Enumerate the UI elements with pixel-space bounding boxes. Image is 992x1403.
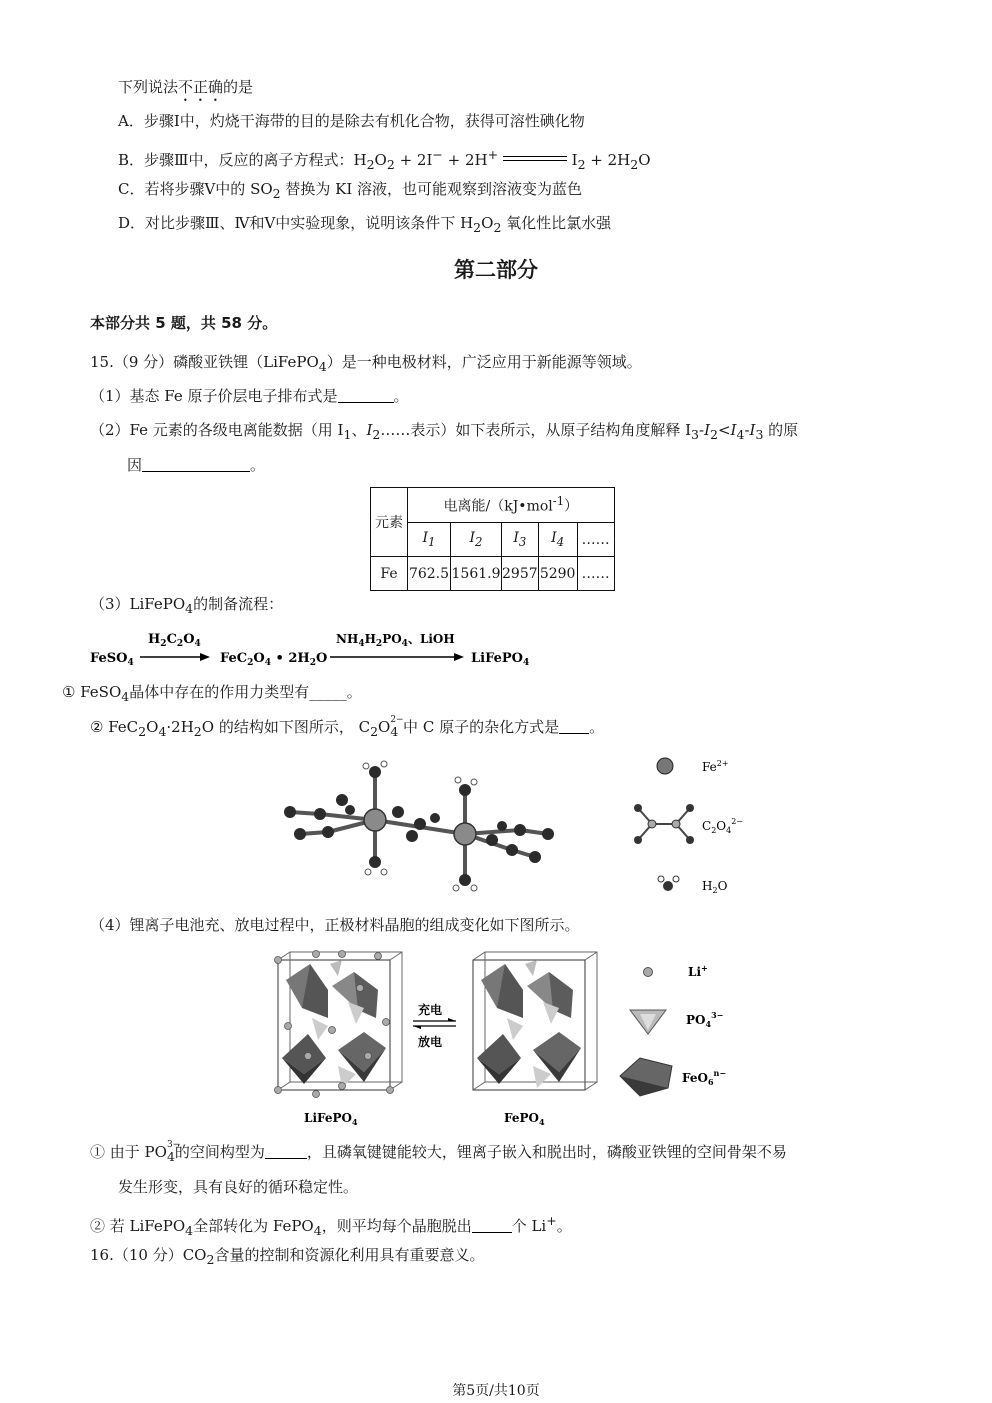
q14-option-b: B．步骤Ⅲ中，反应的离子方程式：$H_2O_2 + 2I^- + 2H^+$ $I_2 + 2H_2O$ bbox=[118, 147, 651, 172]
discharge-label: 放电 bbox=[418, 1035, 443, 1049]
q15-stem: 15.（9 分）磷酸亚铁锂（LiFePO$_4$）是一种电极材料，广泛应用于新能源等领域。 bbox=[90, 353, 642, 374]
q14-option-c: C．若将步骤Ⅴ中的 $SO_2$ 替换为 KI 溶液，也可能观察到溶液变为蓝色 bbox=[118, 180, 583, 201]
flow-reagent2: $NH_4H_2PO_4$、LiOH bbox=[336, 632, 455, 649]
q15-part4: （4）锂离子电池充、放电过程中，正极材料晶胞的组成变化如下图所示。 bbox=[90, 916, 580, 934]
part-title: 第二部分 bbox=[454, 258, 538, 282]
fepo4-cell bbox=[473, 952, 597, 1090]
q14-option-d: D．对比步骤Ⅲ、Ⅳ和Ⅴ中实验现象，说明该条件下 $H_2O_2$ 氧化性比氯水强 bbox=[118, 214, 612, 235]
table-header-cell: …… bbox=[577, 523, 614, 557]
q15-part2: （2）Fe 元素的各级电离能数据（用 $I_1$、$I_2\dots\dots$表示）如下表所示，从原子结构角度解释 $I_3-I_2<I_4-I_3$ 的原 bbox=[90, 421, 799, 442]
table-cell: 1561.9 bbox=[451, 557, 502, 591]
q15-part1: （1）基态 Fe 原子价层电子排布式是 。 bbox=[90, 387, 409, 405]
legend-po4: $PO_4^{3-}$ bbox=[686, 1010, 724, 1029]
legend-li: Li+ bbox=[688, 963, 708, 979]
legend-c2o4: $C_2O_4^{2-}$ bbox=[702, 817, 744, 835]
ionization-table bbox=[370, 487, 615, 591]
table-cell: 762.5 bbox=[408, 557, 451, 591]
q15-part4-1: ① 由于 PO $_{3- 4}$的空间构型为 ，且磷氧键键能较大，锂离子嵌入和脱出时，磷酸亚铁锂的空间骨架不易 bbox=[90, 1140, 787, 1164]
flow-reagent1: $H_2C_2O_4$ bbox=[148, 632, 201, 649]
table-cell-element: Fe bbox=[371, 557, 408, 591]
table-cell: 2957 bbox=[502, 557, 539, 591]
legend-fe: $Fe^{2+}$ bbox=[702, 759, 729, 774]
table-header-cell: $I_1$ bbox=[408, 523, 451, 557]
synthesis-flow bbox=[88, 628, 538, 670]
part-intro: 本部分共 5 题，共 58 分。 bbox=[90, 314, 278, 332]
charge-label: 充电 bbox=[418, 1003, 443, 1017]
flow-start: FeSO$_4$ bbox=[90, 651, 134, 668]
q15-part4-2: ② 若 LiFePO$_4$全部转化为 FePO$_4$，则平均每个晶胞脱出 个 Li+。 bbox=[90, 1213, 572, 1238]
q15-part3: （3）LiFePO$_4$的制备流程： bbox=[90, 595, 284, 616]
table-header-cell: $I_2$ bbox=[451, 523, 502, 557]
table-header-element: 元素 bbox=[371, 488, 408, 557]
fepo4-label: FePO$_4$ bbox=[504, 1111, 545, 1127]
crystal-cell-figure bbox=[268, 948, 728, 1133]
table-header-cell: $I_3$ bbox=[502, 523, 539, 557]
legend-feo6: FeO$_6^{n-}$ bbox=[682, 1068, 727, 1087]
table-cell: …… bbox=[577, 557, 614, 591]
table-cell: 5290 bbox=[538, 557, 577, 591]
table-header-cell: $I_4$ bbox=[538, 523, 577, 557]
lifepo4-cell bbox=[275, 951, 403, 1098]
table-header-energy: 电离能/（kJ•mol$^{-1}$） bbox=[408, 488, 615, 523]
q15-part3-1: ① FeSO$_4$晶体中存在的作用力类型有_____。 bbox=[62, 683, 362, 704]
legend-h2o: $H_2O$ bbox=[702, 879, 728, 895]
flow-end: LiFePO$_4$ bbox=[471, 651, 530, 668]
q15-part2-line2: 因 。 bbox=[127, 456, 266, 474]
page-footer: 第5页/共10页 bbox=[452, 1383, 540, 1399]
q14-stem: 下列说法不正确的是 bbox=[118, 78, 254, 96]
q14-option-a: A．步骤Ⅰ中，灼烧干海带的目的是除去有机化合物，获得可溶性碘化物 bbox=[118, 112, 585, 130]
q15-part4-1-line2: 发生形变，具有良好的循环稳定性。 bbox=[118, 1178, 359, 1196]
flow-mid: $FeC_2O_4$ • $2H_2O$ bbox=[220, 651, 328, 668]
lifepo4-label: LiFePO$_4$ bbox=[304, 1111, 358, 1127]
q16-stem: 16.（10 分）$CO_2$含量的控制和资源化利用具有重要意义。 bbox=[90, 1246, 485, 1267]
fec2o4-structure-figure bbox=[280, 752, 744, 897]
q15-part3-2: ② $FeC_2O_4\cdot 2H_2O$ 的结构如下图所示， $C_2O$ $_{2- 4}$ 中 C 原子的杂化方式是 。 bbox=[90, 715, 605, 739]
